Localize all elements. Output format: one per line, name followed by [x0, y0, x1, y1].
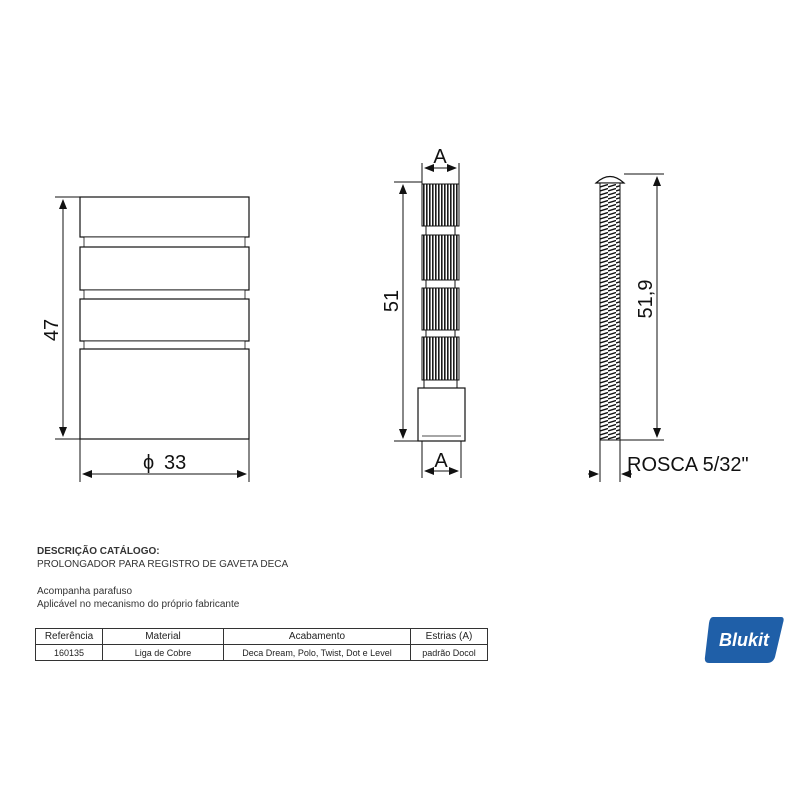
prolongador-height-dimension: [55, 197, 80, 439]
prolongador-gap-2: [84, 290, 245, 299]
prolongador-band-3: [80, 299, 249, 341]
logo-text: Blukit: [718, 630, 770, 650]
description-note-1: Acompanha parafuso: [37, 586, 133, 597]
spec-table: [35, 628, 488, 661]
prolongador-gap-1: [84, 237, 245, 247]
prolongador-base: [80, 349, 249, 439]
catalog-description: [37, 545, 288, 571]
description-product: PROLONGADOR PARA REGISTRO DE GAVETA DECA: [37, 559, 289, 570]
cell-acabamento: Deca Dream, Polo, Twist, Dot e Level: [224, 645, 411, 661]
cell-material: Liga de Cobre: [103, 645, 224, 661]
haste-top-label: A: [433, 146, 447, 168]
header-acabamento: Acabamento: [224, 629, 411, 645]
catalog-notes: [37, 585, 239, 611]
parafuso-thread: [600, 183, 620, 440]
cell-estrias: padrão Docol: [411, 645, 488, 661]
parafuso-view: [596, 177, 624, 441]
haste-height-label: 51: [381, 289, 403, 313]
haste-neck-1: [426, 226, 455, 235]
parafuso-thread-dimension: [588, 440, 632, 482]
haste-spline-2: [422, 235, 459, 280]
header-estrias: Estrias (A): [411, 629, 488, 645]
haste-view: [418, 184, 465, 441]
parafuso-head: [596, 177, 624, 184]
cell-referencia: 160135: [36, 645, 103, 661]
haste-neck-2: [426, 280, 455, 288]
haste-collar: [424, 380, 457, 388]
table-row: [36, 645, 488, 661]
prolongador-band-2: [80, 247, 249, 290]
prolongador-gap-3: [84, 341, 245, 349]
prolongador-diameter-label: 33: [164, 452, 187, 474]
description-heading: DESCRIÇÃO CATÁLOGO:: [37, 546, 160, 557]
parafuso-thread-label: ROSCA 5/32": [627, 454, 749, 476]
haste-spline-3: [422, 288, 459, 330]
prolongador-view: [80, 197, 249, 439]
haste-neck-3: [426, 330, 455, 337]
blukit-logo: [703, 613, 785, 665]
parafuso-height-label: 51,9: [635, 279, 657, 319]
header-material: Material: [103, 629, 224, 645]
haste-bottom-label: A: [434, 450, 448, 472]
description-note-2: Aplicável no mecanismo do próprio fabricante: [37, 599, 240, 610]
prolongador-height-label: 47: [41, 318, 63, 342]
diameter-symbol: ϕ: [143, 452, 155, 474]
table-header-row: [36, 629, 488, 645]
prolongador-top-band: [80, 197, 249, 237]
haste-spline-4: [422, 337, 459, 380]
haste-bottom-socket: [418, 388, 465, 441]
header-referencia: Referência: [36, 629, 103, 645]
haste-spline-1: [422, 184, 459, 226]
